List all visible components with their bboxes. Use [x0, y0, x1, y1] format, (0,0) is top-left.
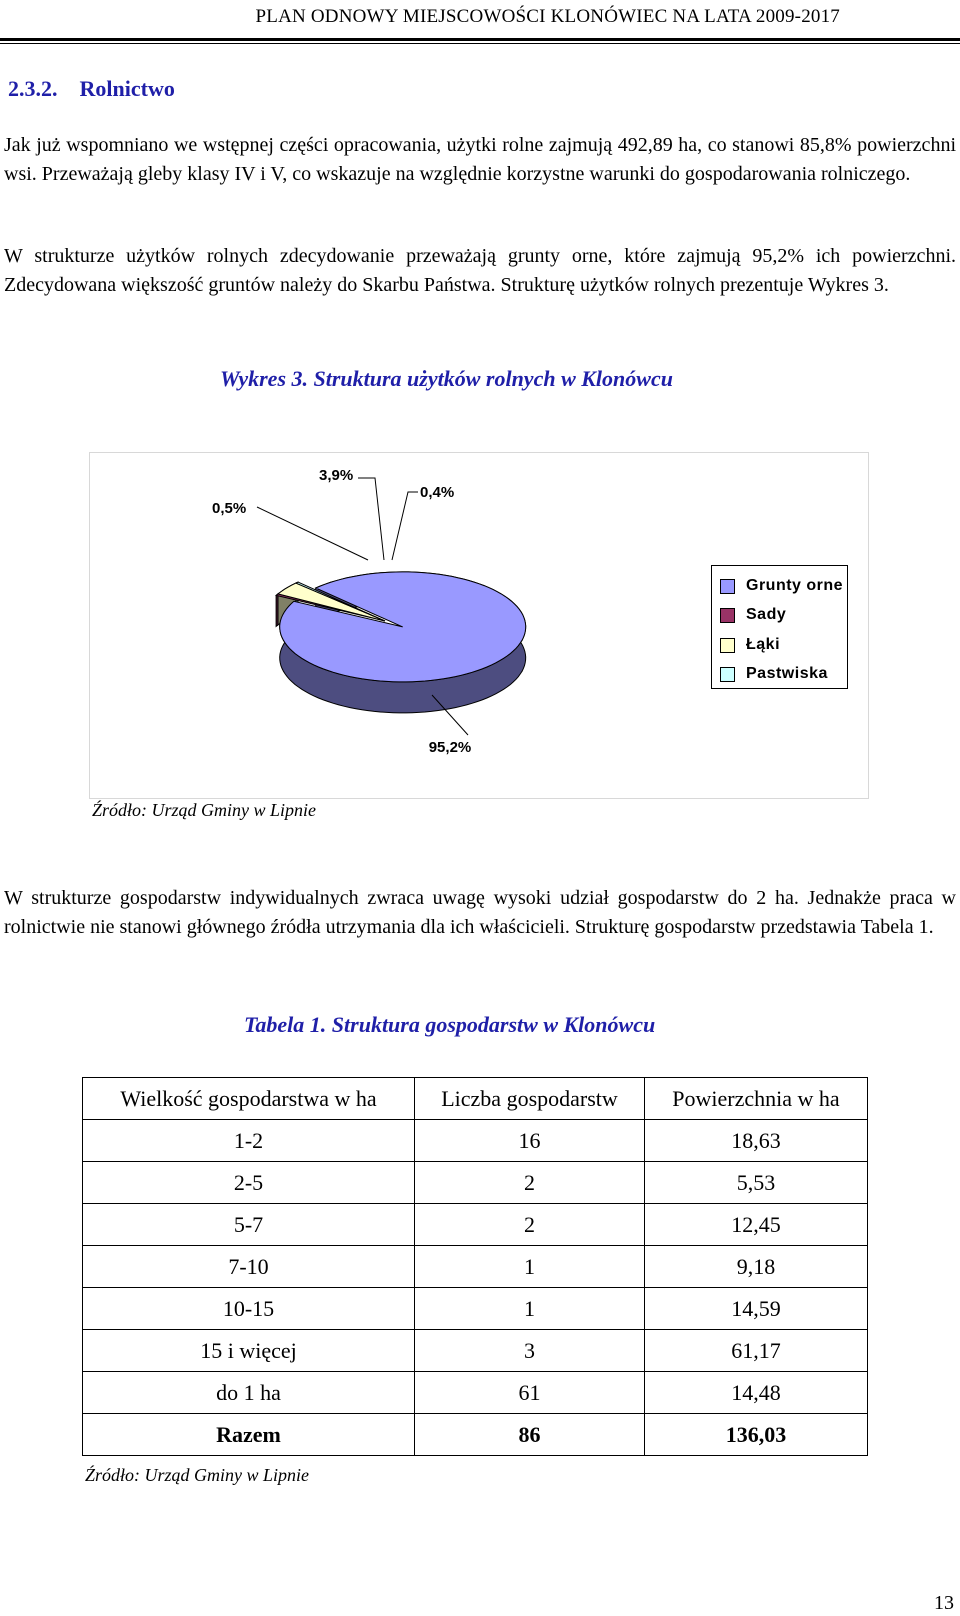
table-cell: 15 i więcej: [83, 1330, 415, 1372]
table-cell: do 1 ha: [83, 1372, 415, 1414]
legend-label: Łąki: [746, 636, 781, 653]
legend-swatch: [720, 608, 735, 623]
table-cell: 5-7: [83, 1204, 415, 1246]
table-header-cell: Wielkość gospodarstwa w ha: [83, 1078, 415, 1120]
table-cell: 14,59: [645, 1288, 868, 1330]
table-cell: 2: [415, 1162, 645, 1204]
data-label-1: 0,5%: [212, 500, 247, 517]
table-cell: 14,48: [645, 1372, 868, 1414]
data-label-2: 3,9%: [319, 467, 354, 484]
header-title: PLAN ODNOWY MIEJSCOWOŚCI KLONÓWIEC NA LATA 2009-2017: [255, 6, 840, 27]
legend-swatch: [720, 667, 735, 682]
page-number: 13: [934, 1592, 954, 1614]
table-cell: 5,53: [645, 1162, 868, 1204]
table-cell: 18,63: [645, 1120, 868, 1162]
data-label-3: 0,4%: [420, 484, 455, 501]
table-header-cell: Powierzchnia w ha: [645, 1078, 868, 1120]
table-cell: 7-10: [83, 1246, 415, 1288]
legend-swatch: [720, 579, 735, 594]
data-label-0: 95,2%: [428, 739, 472, 756]
table-header-row: [83, 1078, 868, 1120]
chart-source: Źródło: Urząd Gminy w Lipnie: [92, 800, 317, 820]
table-cell: 2: [415, 1204, 645, 1246]
legend-label: Grunty orne: [746, 577, 844, 594]
table-row: [83, 1162, 868, 1204]
legend-label: Sady: [746, 606, 787, 623]
table-cell: 1: [415, 1246, 645, 1288]
paragraph-2: W strukturze użytków rolnych zdecydowanie przeważają grunty orne, które zajmują 95,2% ich powierzchni. Zdecydowana większość gruntów należy do Skarbu Państwa. Strukturę użytków rolnych prezentuje Wykres 3.: [4, 245, 956, 296]
table-cell: 16: [415, 1120, 645, 1162]
table-cell: 10-15: [83, 1288, 415, 1330]
table-cell: 61: [415, 1372, 645, 1414]
table-row: [83, 1372, 868, 1414]
leader-line-2: [358, 478, 384, 560]
table-cell: 12,45: [645, 1204, 868, 1246]
table-cell: 1: [415, 1288, 645, 1330]
paragraph-1: Jak już wspomniano we wstępnej części opracowania, użytki rolne zajmują 492,89 ha, co stanowi 85,8% powierzchni wsi. Przeważają gleby klasy IV i V, co wskazuje na względnie korzystne warunki do gospodarowania rolniczego.: [4, 134, 956, 185]
table-row: [83, 1288, 868, 1330]
section-number: 2.3.2.: [8, 76, 58, 101]
farms-table: [82, 1077, 868, 1456]
pie-slice-0: [280, 572, 526, 682]
table-row: [83, 1330, 868, 1372]
table-row: [83, 1120, 868, 1162]
table-total-row: [83, 1414, 868, 1456]
table-cell: 1-2: [83, 1120, 415, 1162]
table-caption: Tabela 1. Struktura gospodarstw w Klonówcu: [244, 1012, 656, 1037]
table-cell: 61,17: [645, 1330, 868, 1372]
table-cell: Razem: [83, 1414, 415, 1456]
table-source: Źródło: Urząd Gminy w Lipnie: [85, 1465, 310, 1485]
chart-caption: Wykres 3. Struktura użytków rolnych w Klonówcu: [220, 366, 673, 391]
table-row: [83, 1246, 868, 1288]
leader-line-3: [392, 492, 418, 560]
chart-legend: [711, 565, 848, 689]
table-cell: 3: [415, 1330, 645, 1372]
legend-swatch: [720, 638, 735, 653]
legend-label: Pastwiska: [746, 665, 828, 682]
table-cell: 86: [415, 1414, 645, 1456]
table-cell: 2-5: [83, 1162, 415, 1204]
table-cell: 9,18: [645, 1246, 868, 1288]
leader-line-1: [257, 507, 368, 560]
paragraph-3: W strukturze gospodarstw indywidualnych zwraca uwagę wysoki udział gospodarstw do 2 ha. Jednakże praca w rolnictwie nie stanowi głównego źródła utrzymania dla ich właścicieli. Strukturę gospodarstw przedstawia Tabela 1.: [4, 887, 956, 938]
table-header-cell: Liczba gospodarstw: [415, 1078, 645, 1120]
section-title: Rolnictwo: [79, 76, 175, 101]
table-cell: 136,03: [645, 1414, 868, 1456]
table-row: [83, 1204, 868, 1246]
